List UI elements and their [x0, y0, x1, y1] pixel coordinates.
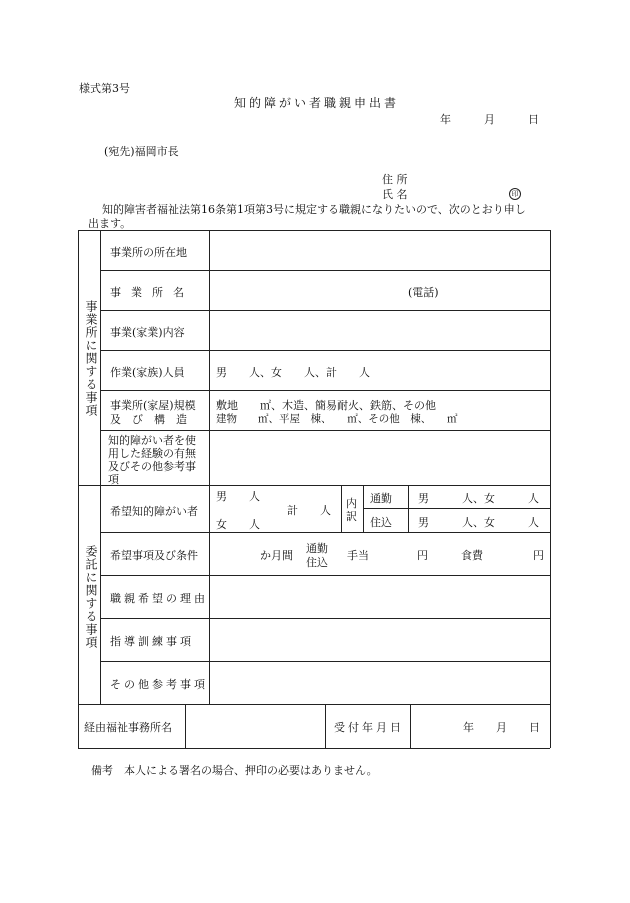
- allowance-label: 手当: [347, 549, 369, 562]
- document-title: 知的障がい者職親申出書: [234, 96, 400, 110]
- intro-text-line2: 出ます。: [88, 217, 132, 230]
- commute2-label: 通勤: [306, 542, 328, 555]
- month-label: 月: [484, 113, 495, 126]
- business-name-label: 事業所名: [110, 286, 194, 299]
- live-in-label: 住込: [370, 516, 392, 529]
- experience-label: 知的障がい者を使用した経験の有無及びその他参考事項: [108, 434, 196, 486]
- addressee: (宛先)福岡市長: [104, 145, 179, 158]
- year-label: 年: [440, 113, 451, 126]
- section1-label: 事業所に関する事項: [84, 300, 98, 417]
- desired-total: 計 人: [287, 504, 331, 517]
- scale-value-line2: 建物 ㎡、平屋 棟、 ㎡、その他 棟、 ㎡: [216, 413, 458, 425]
- reason-label: 職親希望の理由: [110, 592, 208, 605]
- form-number: 様式第3号: [79, 82, 130, 95]
- location-label: 事業所の所在地: [110, 246, 187, 259]
- header-date: [440, 111, 539, 127]
- day-label: 日: [528, 113, 539, 126]
- scale-value-line1: 敷地 ㎡、木造、簡易耐火、鉄筋、その他: [216, 399, 436, 412]
- section2-label: 委託に関する事項: [84, 545, 98, 649]
- meals-yen: 円: [533, 549, 544, 562]
- received-date-value: 年 月 日: [463, 721, 540, 734]
- other-label: その他参考事項: [110, 678, 208, 691]
- desired-label: 希望知的障がい者: [110, 505, 198, 518]
- name-label: 氏 名: [382, 188, 408, 201]
- staff-label: 作業(家族)人員: [110, 366, 185, 379]
- commute-value: 男 人、女 人: [418, 492, 539, 505]
- allowance-yen: 円: [417, 549, 428, 562]
- scale-label-line1: 事業所(家屋)規模: [110, 399, 196, 412]
- training-label: 指導訓練事項: [110, 635, 194, 648]
- commute-label: 通勤: [370, 492, 392, 505]
- live-in-value: 男 人、女 人: [418, 516, 539, 529]
- welfare-office-label: 経由福祉事務所名: [84, 721, 172, 734]
- live-in2-label: 住込: [306, 556, 328, 569]
- address-label: 住 所: [382, 173, 408, 186]
- desired-female: 女 人: [216, 518, 260, 531]
- months-label: か月間: [260, 549, 293, 562]
- intro-text-line1: 知的障害者福祉法第16条第1項第3号に規定する職親になりたいので、次のとおり申し: [102, 203, 526, 216]
- staff-value: 男 人、女 人、計 人: [216, 366, 370, 379]
- phone-label: (電話): [408, 286, 439, 299]
- note-text: 備考 本人による署名の場合、押印の必要はありません。: [91, 764, 378, 777]
- received-date-label: 受付年月日: [334, 721, 404, 734]
- scale-label-line2: 及 び 構 造: [110, 413, 187, 426]
- conditions-label: 希望事項及び条件: [110, 549, 198, 562]
- seal-mark: 印: [509, 186, 521, 200]
- breakdown-label: 内訳: [346, 497, 357, 523]
- meals-label: 食費: [461, 549, 483, 562]
- desired-male: 男 人: [216, 490, 260, 503]
- business-content-label: 事業(家業)内容: [110, 326, 185, 339]
